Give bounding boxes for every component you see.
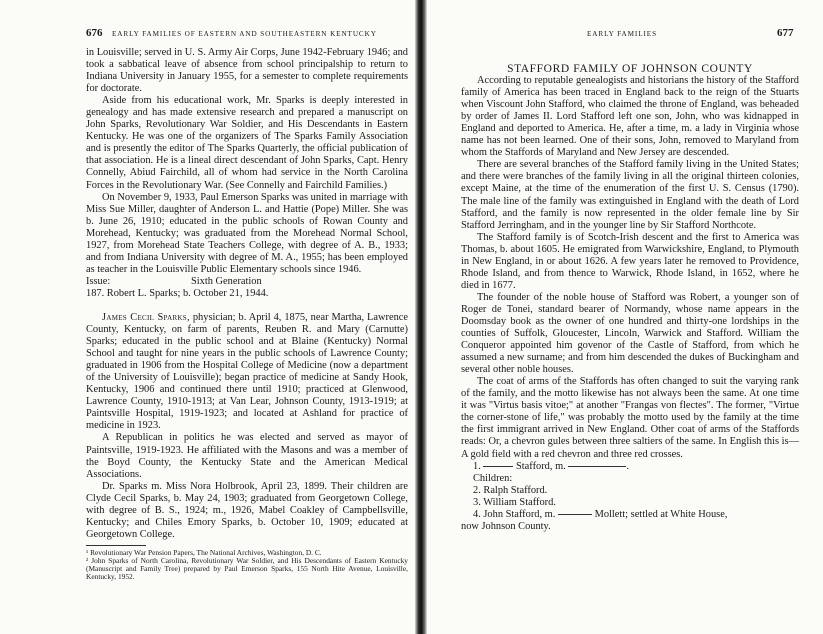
issue-line — [86, 276, 408, 288]
paragraph: On November 9, 1933, Paul Emerson Sparks was united in marriage with Miss Sue Miller, daughter of Anderson L. and Hattie (Pope) Miller. She was b. June 26, 1910; educated in the public schools of Rowan County and Morehead, Kentucky; was graduated from the Morehead Normal School, 1927, from Morehead State Teachers College, with degree of A. B., 1933; and from Indiana University with degree of M. A., 1955; has been employed as teacher in the Louisville Public Elementary schools since 1946. — [86, 191, 408, 275]
paragraph: According to reputable genealogists and historians the history of the Stafford family of America has been traced in England back to the reign of the Stuarts when Viscount John Stafford, who claimed the throne of England, was beheaded by order of James II. Lord Stafford left one son, John, who was kidnapped in England and deported to America. He, after a time, m. a lady in Virginia whose name has not been learned. One of their sons, John, removed to Maryland from whom the Staffords of Maryland and New Jersey are descended. — [461, 75, 799, 159]
list-item: 1. Stafford, m. . — [473, 460, 629, 472]
issue-label: Issue: — [86, 275, 111, 287]
child-entry: 187. Robert L. Sparks; b. October 21, 1944. — [86, 287, 269, 299]
left-running-head: EARLY FAMILIES OF EASTERN AND SOUTHEASTERN KENTUCKY — [112, 30, 377, 38]
right-page-number: 677 — [777, 27, 794, 39]
list-continuation: now Johnson County. — [461, 520, 551, 532]
list-text: Mollett; settled at White House, — [594, 508, 728, 520]
blank-line — [558, 514, 592, 515]
paragraph: Dr. Sparks m. Miss Nora Holbrook, April 23, 1899. Their children are Clyde Cecil Sparks, b. May 24, 1903; graduated from Georgetown College, with degree of B. S., 1924; m., 1926, Mabel Coakley of Campbellsville, Kentucky; and Chiles Emory Sparks, b. October 10, 1909; educated at Georgetown College. — [86, 480, 408, 540]
blank-line — [483, 466, 513, 467]
right-page — [427, 0, 823, 634]
left-text-column — [86, 47, 408, 582]
children-label: Children: — [473, 472, 513, 484]
footnote: ² John Sparks of North Carolina, Revolutionary War Soldier, and His Descendants of Eastern Kentucky (Manuscript and Family Tree) prepared by Paul Emerson Sparks, 155 North Hite Avenue, Louisville, Kentucky, 1952. — [86, 556, 408, 582]
paragraph: The Stafford family is of Scotch-Irish descent and the first to America was Thomas, b. about 1605. He emigrated from Warwickshire, England, to Plymouth in New England, in or about 1626. A few years later he removed to Providence, Rhode Island, and from thence to Warwick, Rhode Island, in 1652, where he died in 1677. — [461, 231, 799, 291]
blank-line — [568, 466, 626, 467]
list-text: Stafford, m. — [516, 460, 566, 472]
footnote: ¹ Revolutionary War Pension Papers, The National Archives, Washington, D. C. — [86, 547, 322, 557]
paragraph — [86, 312, 408, 432]
book-gutter — [415, 0, 427, 634]
list-number: 1. — [473, 460, 481, 472]
paragraph-body: physician; b. April 4, 1875, near Martha, Lawrence County, Kentucky, on farm of parents, Reuben R. and Mary (Carnutte) Sparks; educated in the public school and at Blaine (Kentucky) Normal School and taught for nine years in the public schools of Lawrence County; graduated in 1906 from the Hospital College of Medicine (now a department of the University of Louisville); began practice of medicine at Sandy Hook, Kentucky, 1906 and continued there until 1910; practiced at Glenwood, Lawrence County, 1910-1913; at Van Lear, Johnson County, 1913-1919; at Paintsville Hospital, 1919-1923; and located at Ashland for practice of medicine in 1923. — [86, 311, 409, 432]
paragraph: Aside from his educational work, Mr. Sparks is deeply interested in genealogy and has made extensive research and prepared a manuscript on John Sparks, Revolutionary War Soldier, and His Descendants in Eastern Kentucky. He was one of the organizers of The Sparks Family Association and is presently the editor of The Sparks Quarterly, the official publication of that association. He is a lineal direct descendant of John Sparks, Capt. Henry Connelly, Abiud Fairchild, all of whom had service in the North Carolina Forces in the Revolutionary War. (See Connelly and Fairchild Families.) — [86, 95, 408, 191]
paragraph: in Louisville; served in U. S. Army Air Corps, June 1942-February 1946; and took a sabbatical leave of absence from school principalship to return to Indiana University in January 1955, for a semester to complete requirements for doctorate. — [86, 47, 408, 95]
right-running-head: EARLY FAMILIES — [587, 30, 657, 38]
paragraph: The coat of arms of the Staffords has often changed to suit the varying rank of the family, and the motto likewise has not always been the same. At one time it was "Virtus basis vitoe;" at another "Frangas von flectes". The former, "Virtue the corner-stone of life," was probably the motto used by the family at the time the first immigrant arrived in New England. Other coat of arms of the Staffords reads: Or, a chevron gules between three saltiers of the same. In English this is—A gold field with a red chevron and three red crosses. — [461, 376, 799, 460]
paragraph: A Republican in politics he was elected and served as mayor of Paintsville, 1919-1923. He affiliated with the Masons and was a member of the Boyd County, the Kentucky State and the American Medical Associations. — [86, 432, 408, 480]
list-text: 4. John Stafford, m. — [473, 508, 556, 520]
generation-label: Sixth Generation — [191, 275, 262, 287]
person-name: James Cecil Sparks, — [102, 311, 190, 323]
footnote-rule — [86, 545, 146, 546]
list-item: 3. William Stafford. — [473, 496, 556, 508]
chapter-title: STAFFORD FAMILY OF JOHNSON COUNTY — [507, 63, 753, 75]
list-item — [461, 509, 799, 521]
paragraph: There are several branches of the Stafford family living in the United States; and there were branches of the family living in all the original thirteen colonies, except Maine, at the time of the enumeration of the first U. S. Census (1790). The male line of the family was extinguished in England with the death of Lord Stafford, and the family is now represented in the older female line by Sir Stafford Jerringham, and in the younger line by Sir Stafford Northcote. — [461, 159, 799, 231]
left-page-number: 676 — [86, 27, 103, 39]
list-item: 2. Ralph Stafford. — [473, 484, 548, 496]
right-text-column — [461, 63, 799, 533]
paragraph: The founder of the noble house of Stafford was Robert, a younger son of Roger de Tonei, standard bearer of Normandy, whose name appears in the Doomsday book as the owner of one hundred and thirty-one lordships in the counties of Suffolk, Gloucester, Lincoln, Warwick and Stafford. William the Conqueror appointed him govenor of the Castle of Stafford, from which he assumed a new surname; and from him descended the dukes of Buckingham and several other noble houses. — [461, 291, 799, 376]
